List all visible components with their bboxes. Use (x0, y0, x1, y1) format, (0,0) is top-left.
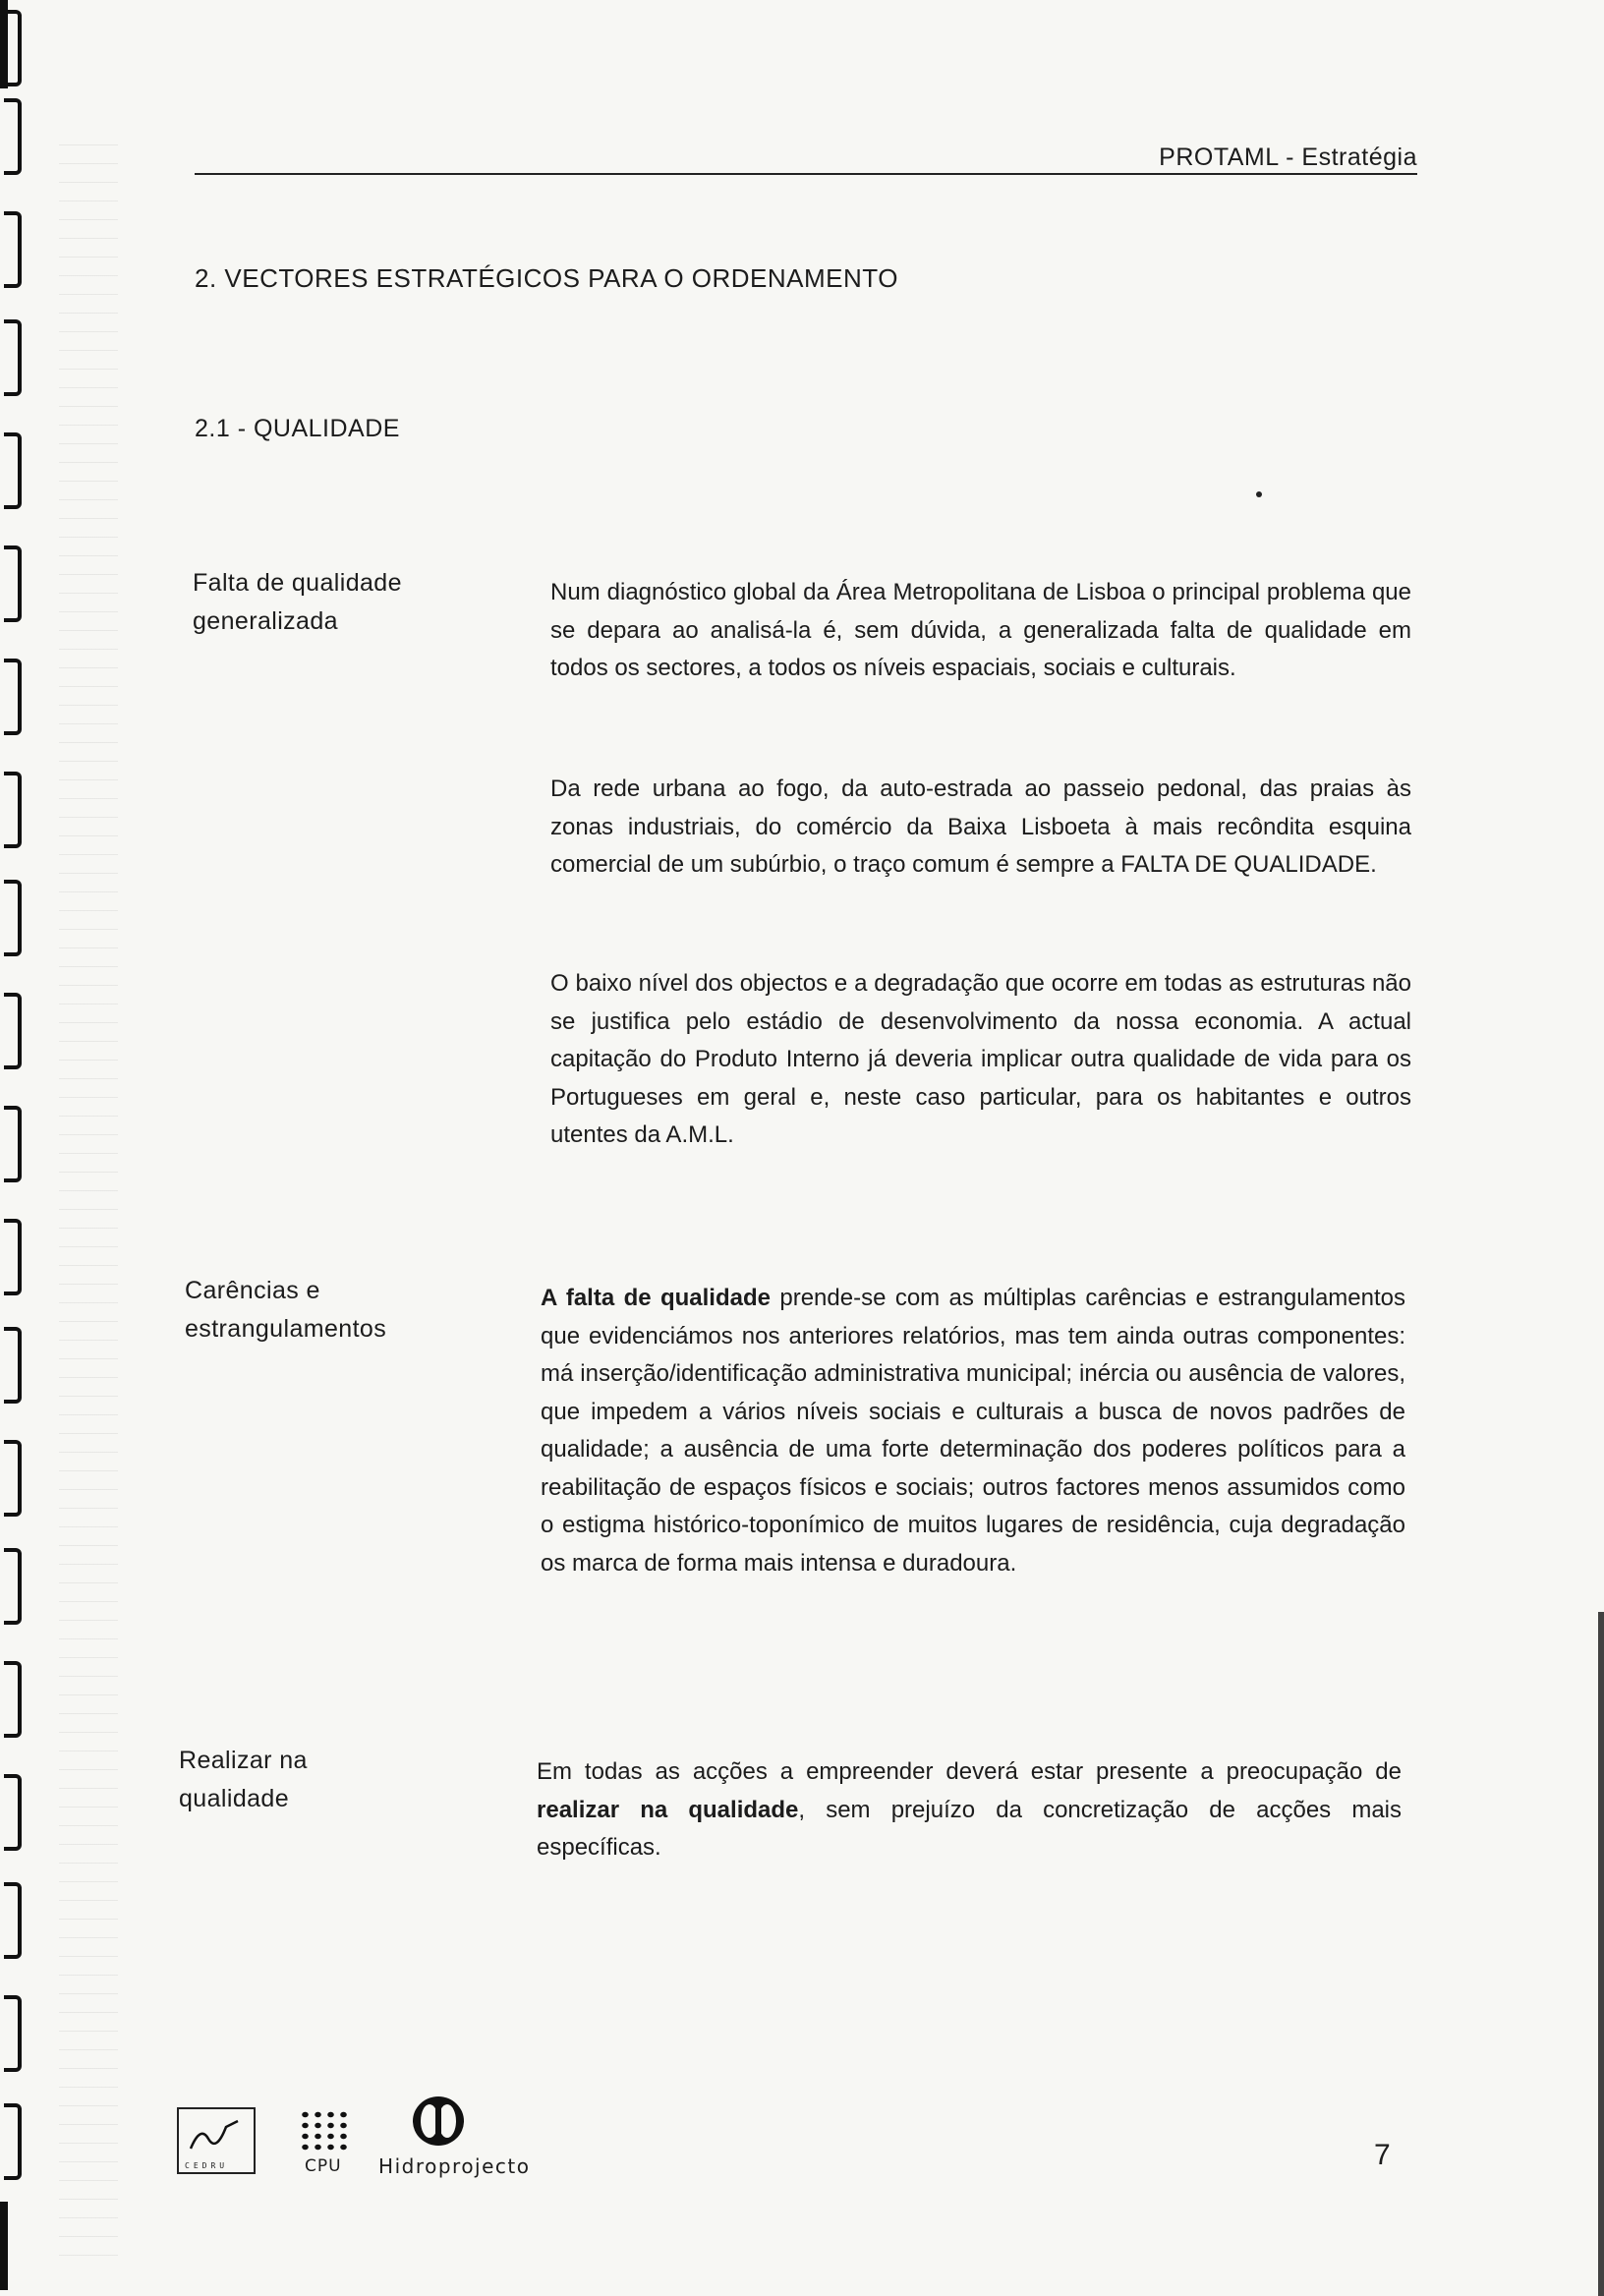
page-number: 7 (1374, 2139, 1391, 2171)
header-rule (195, 173, 1417, 175)
hidroprojecto-label (326, 2154, 531, 2178)
cedru-label: CEDRU (185, 2161, 229, 2170)
scan-noise (59, 138, 118, 2261)
chart-line-icon (187, 2115, 244, 2154)
paragraph (537, 1753, 1402, 1867)
paragraph-text: , sem prejuízo da concretização de acções mais específicas. (537, 1796, 1403, 1861)
paragraph: O baixo nível dos objectos e a degradação que ocorre em todas as estruturas não se justifica pelo estádio de desenvolvimento da nossa economia. A actual capitação do Produto Interno já deveria implicar outra qualidade de vida para os Portugueses em geral e, neste caso particular, para os habitantes e outros utentes da A.M.L. (550, 970, 1411, 1148)
hidroprojecto-text: Hidroprojecto (378, 2154, 531, 2178)
page-edge (1598, 1612, 1604, 2296)
side-heading-falta (193, 564, 402, 641)
paragraph-text: prende-se com as múltiplas carências e estrangulamentos que evidenciámos nos anteriores relatórios, mas tem ainda outras componentes: má inserção/identificação administrativa municipal; inércia ou ausência de valores, que impedem a vários níveis sociais e culturais a busca de novos padrões de qualidade; a ausência de uma forte determinação dos poderes políticos para a reabilitação de espaços físicos e sociais; outros factores menos assumidos como o estigma histórico-toponímico de muitos lugares de residência, cuja degradação os marca de forma mais intensa e duradoura. (541, 1285, 1405, 1577)
side-line: Realizar na (179, 1747, 308, 1774)
spiral-binding (0, 0, 39, 2296)
speck (1256, 491, 1262, 497)
paragraph-text: Em todas as acções a empreender deverá estar presente a preocupação de (537, 1758, 1402, 1785)
cpu-label: CPU (305, 2156, 342, 2176)
side-line: Carências e (185, 1277, 320, 1304)
side-heading-carencias (185, 1272, 386, 1349)
running-header: PROTAML - Estratégia (1159, 144, 1417, 171)
side-line: generalizada (193, 607, 338, 635)
cedru-logo (177, 2107, 256, 2174)
paragraph (541, 1280, 1405, 1582)
section-title: 2. VECTORES ESTRATÉGICOS PARA O ORDENAMENTO (195, 263, 898, 293)
side-line: Falta de qualidade (193, 569, 402, 597)
paragraph: Num diagnóstico global da Área Metropolitana de Lisboa o principal problema que se depara ao analisá-la é, sem dúvida, a generalizada falta de qualidade em todos os sectores, a todos os níveis espaciais, sociais e culturais. (550, 579, 1411, 681)
emphasis: A falta de qualidade (541, 1285, 771, 1311)
hidroprojecto-logo-icon (409, 2094, 468, 2149)
footer-logos (177, 2084, 570, 2182)
side-line: qualidade (179, 1785, 290, 1812)
emphasis: realizar na qualidade (537, 1796, 799, 1823)
paragraph: Da rede urbana ao fogo, da auto-estrada ao passeio pedonal, das praias às zonas industriais, do comércio da Baixa Lisboeta à mais recôndita esquina comercial de um subúrbio, o traço comum é sempre a FALTA DE QUALIDADE. (550, 775, 1411, 878)
cpu-grid-icon (299, 2109, 350, 2152)
side-heading-realizar (179, 1742, 308, 1818)
subsection-title: 2.1 - QUALIDADE (195, 415, 400, 442)
side-line: estrangulamentos (185, 1315, 387, 1343)
